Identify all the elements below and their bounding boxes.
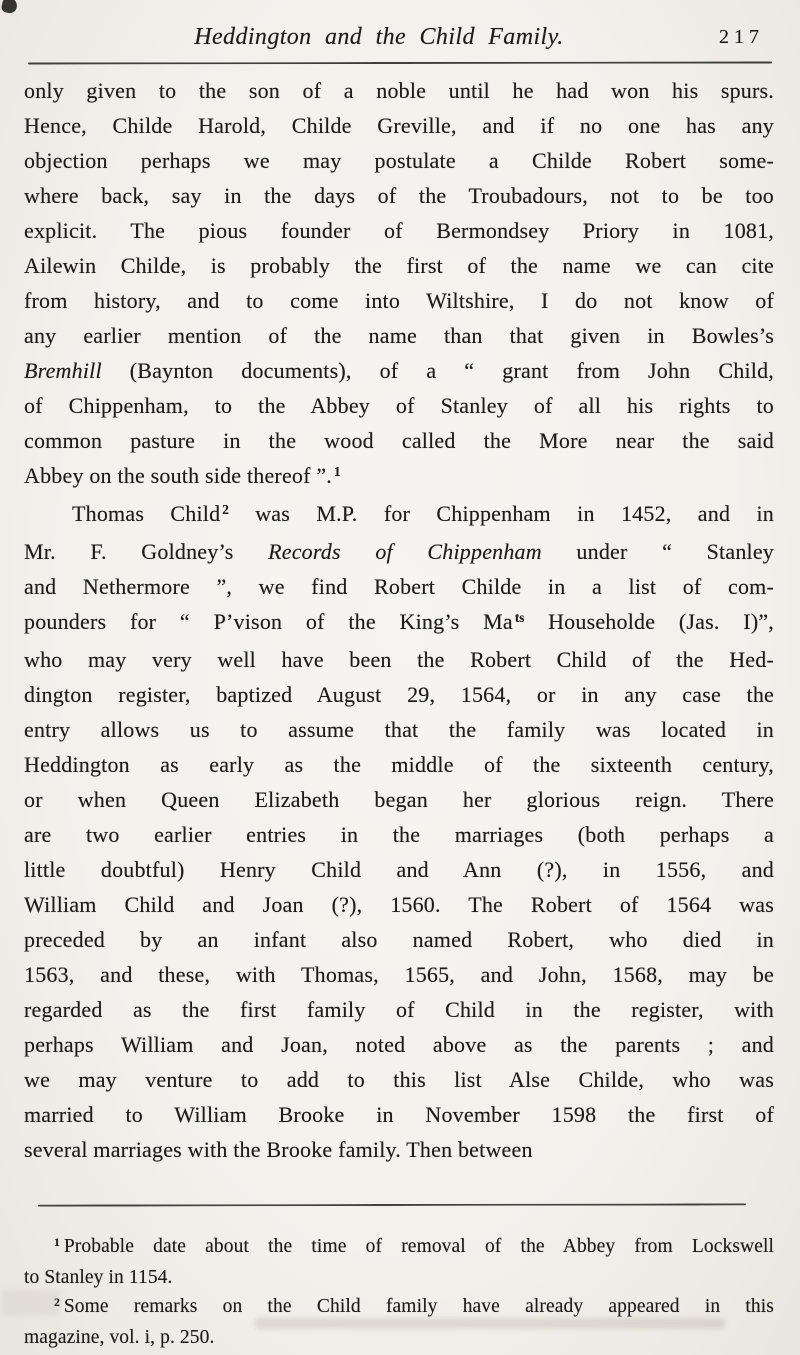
paragraph	[24, 496, 774, 1167]
footnote-marker: 2	[222, 501, 229, 517]
body-text	[24, 73, 774, 1167]
text-line: who may very well have been the Robert Child of the Hed-	[24, 647, 774, 672]
page-header	[24, 18, 774, 56]
italic-text: Bremhill	[24, 358, 102, 383]
text-line: several marriages with the Brooke family. Then between	[24, 1137, 533, 1162]
text-line: little doubtful) Henry Child and Ann (?), in 1556, and	[24, 857, 774, 882]
text-line: only given to the son of a noble until he had won his spurs.	[24, 78, 774, 103]
text-line: magazine, vol. i, p. 250.	[24, 1327, 215, 1348]
text-line: regarded as the first family of Child in the register, with	[24, 997, 774, 1022]
text-line: explicit. The pious founder of Bermondsey Priory in 1081,	[24, 218, 774, 243]
text-line: pounders for “ P’vison of the King’s Ma $^{ts}$ Householde (Jas. I)”,	[24, 609, 775, 634]
footnote-marker: ts	[514, 609, 525, 625]
text-line: preceded by an infant also named Robert, who died in	[24, 927, 774, 952]
text-line: Bremhill (Baynton documents), of a “ grant from John Child,	[24, 358, 774, 383]
text-line: objection perhaps we may postulate a Childe Robert some-	[24, 148, 774, 173]
header-rule	[28, 61, 772, 64]
text-line: or when Queen Elizabeth began her glorious reign. There	[24, 787, 774, 812]
text-line: $^1$ Probable date about the time of removal of the Abbey from Lockswell	[54, 1235, 774, 1257]
text-line: and Nethermore ”, we find Robert Childe in a list of com-	[24, 574, 774, 599]
running-title: Heddington and the Child Family.	[194, 24, 564, 50]
text-line: William Child and Joan (?), 1560. The Robert of 1564 was	[24, 892, 774, 917]
text-line: dington register, baptized August 29, 1564, or in any case the	[24, 682, 774, 707]
text-line: common pasture in the wood called the More near the said	[24, 428, 774, 453]
bleed-through-artifact	[255, 1318, 725, 1329]
footnote	[24, 1232, 774, 1292]
text-line: any earlier mention of the name than that given in Bowles’s	[24, 323, 774, 348]
footnote-marker: 2	[54, 1295, 60, 1309]
text-line: Thomas Child $^2$ was M.P. for Chippenham in 1452, and in	[72, 501, 774, 526]
text-line: entry allows us to assume that the family was located in	[24, 717, 774, 742]
footnotes	[24, 1232, 774, 1352]
paragraph	[24, 73, 774, 496]
text-line: where back, say in the days of the Troubadours, not to be too	[24, 183, 774, 208]
bleed-through-artifact	[2, 1290, 60, 1316]
text-line: married to William Brooke in November 1598 the first of	[24, 1102, 774, 1127]
text-line: $^2$ Some remarks on the Child family have already appeared in this	[54, 1295, 774, 1317]
text-line: Heddington as early as the middle of the sixteenth century,	[24, 752, 774, 777]
scan-corner-artifact	[1, 0, 19, 14]
text-line: from history, and to come into Wiltshire, I do not know of	[24, 288, 774, 313]
text-line: to Stanley in 1154.	[24, 1267, 173, 1288]
page-number: 217	[719, 26, 764, 48]
text-line: we may venture to add to this list Alse Childe, who was	[24, 1067, 774, 1092]
text-line: Hence, Childe Harold, Childe Greville, and if no one has any	[24, 113, 774, 138]
text-line: of Chippenham, to the Abbey of Stanley of all his rights to	[24, 393, 774, 418]
text-line: 1563, and these, with Thomas, 1565, and John, 1568, may be	[24, 962, 774, 987]
footnote-marker: 1	[334, 463, 341, 479]
text-line: are two earlier entries in the marriages (both perhaps a	[24, 822, 774, 847]
text-line: perhaps William and Joan, noted above as the parents ; and	[24, 1032, 774, 1057]
text-line: Abbey on the south side thereof ”. $^1$	[24, 463, 341, 488]
italic-text: Records of Chippenham	[268, 539, 542, 564]
footnote-rule	[38, 1203, 746, 1206]
text-line: Mr. F. Goldney’s Records of Chippenham under “ Stanley	[24, 539, 774, 564]
text-line: Ailewin Childe, is probably the first of the name we can cite	[24, 253, 774, 278]
footnote-marker: 1	[54, 1235, 60, 1249]
